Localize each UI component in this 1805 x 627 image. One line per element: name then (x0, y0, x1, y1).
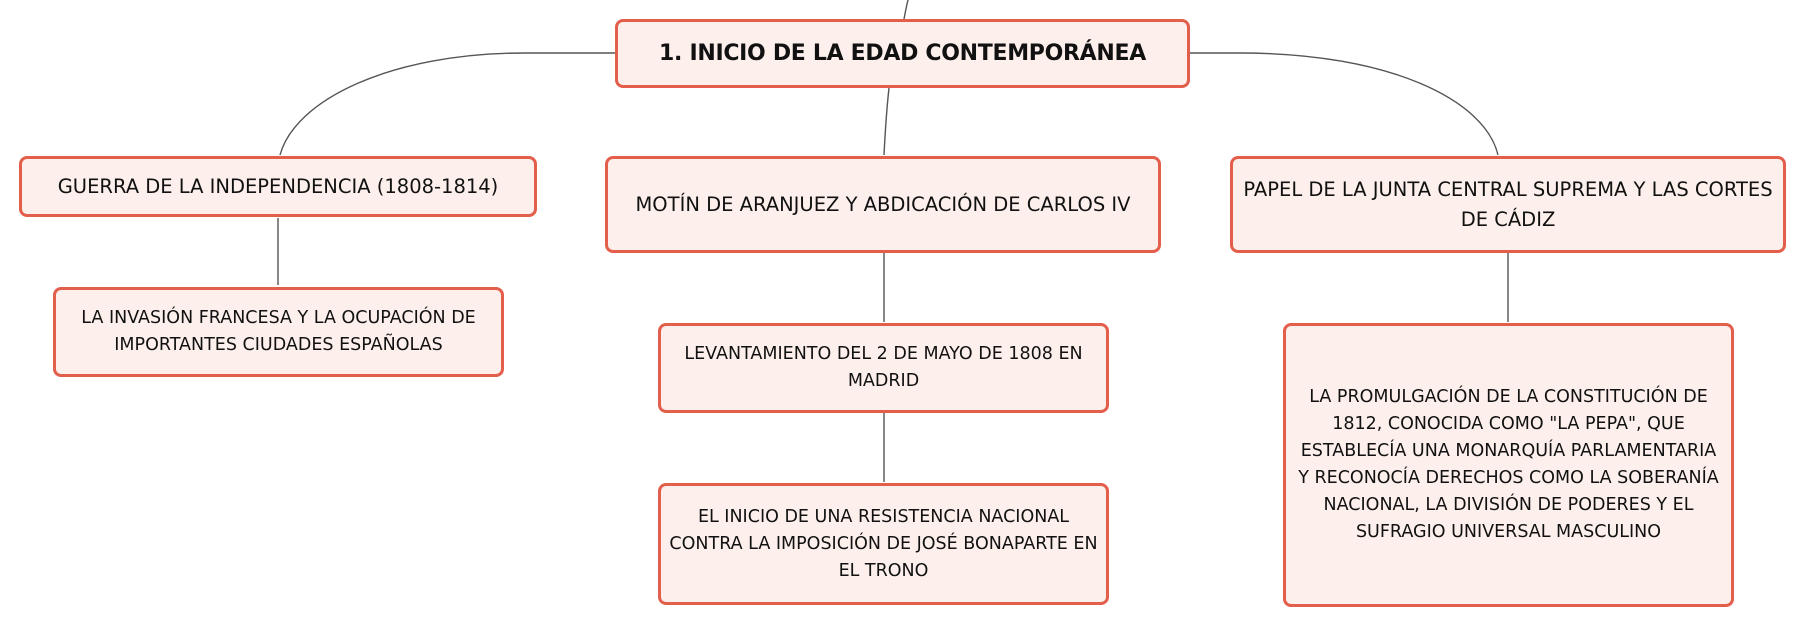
subtopic-levantamiento-2-mayo[interactable] (658, 323, 1109, 413)
connector-root-to-motin (884, 88, 889, 155)
connector-root-to-papel (1188, 53, 1498, 155)
topic-guerra-independencia[interactable] (19, 156, 537, 217)
root-topic-label: 1. INICIO DE LA EDAD CONTEMPORÁNEA (659, 41, 1146, 66)
topic-label: GUERRA DE LA INDEPENDENCIA (1808-1814) (57, 174, 499, 198)
connector-parent-to-root (904, 0, 908, 19)
topic-junta-central-cortes-cadiz[interactable] (1230, 156, 1786, 253)
subtopic-invasion-francesa[interactable] (53, 287, 504, 377)
subtopic-label: LA PROMULGACIÓN DE LA CONSTITUCIÓN DE 1812, CONOCIDA COMO "LA PEPA", QUE ESTABLECÍA UNA MONARQUÍA PARLAMENTARIA Y RECONOCÍA DERECHOS COMO LA SOBERANÍA NACIONAL, LA DIVISIÓN DE PODERES Y EL SUFRAGIO UNIVERSAL MASCULINO (1298, 387, 1719, 542)
subtopic-label: EL INICIO DE UNA RESISTENCIA NACIONAL CONTRA LA IMPOSICIÓN DE JOSÉ BONAPARTE EN EL TRONO (669, 506, 1098, 581)
subtopic-label: LA INVASIÓN FRANCESA Y LA OCUPACIÓN DE IMPORTANTES CIUDADES ESPAÑOLAS (81, 308, 476, 355)
subtopic-label: LEVANTAMIENTO DEL 2 DE MAYO DE 1808 EN MADRID (684, 344, 1083, 391)
connector-root-to-guerra (280, 53, 617, 155)
topic-label: PAPEL DE LA JUNTA CENTRAL SUPREMA Y LAS CORTES DE CÁDIZ (1243, 177, 1773, 231)
topic-label: MOTÍN DE ARANJUEZ Y ABDICACIÓN DE CARLOS IV (635, 192, 1131, 216)
topic-motin-aranjuez[interactable] (605, 156, 1161, 253)
root-topic-node[interactable] (615, 19, 1190, 88)
subtopic-constitucion-1812[interactable] (1283, 323, 1734, 607)
subtopic-resistencia-nacional[interactable] (658, 483, 1109, 605)
